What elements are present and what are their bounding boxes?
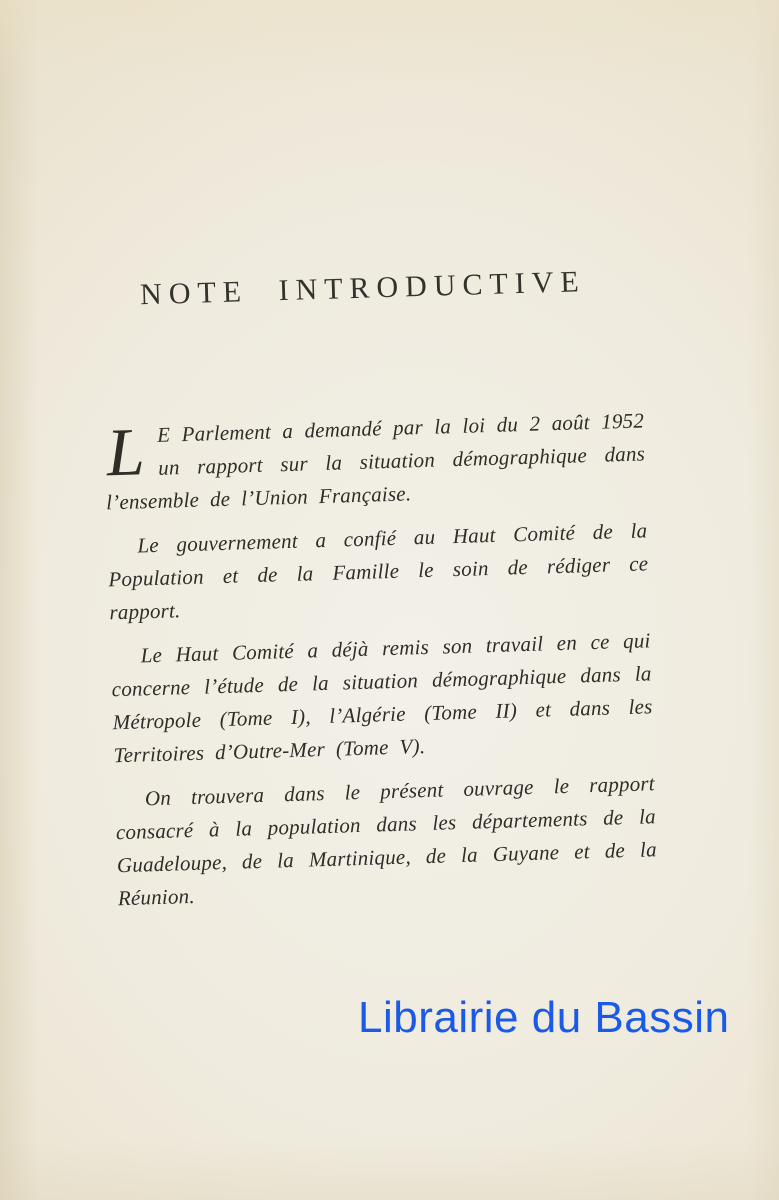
paragraph-haut-comite: Le Haut Comité a déjà remis son travail en ce qui concerne l’étude de la situation démographique dans la Métropole (Tome I), l’Algérie (Tome II) et dans les Territoires d’Outre-Mer (Tome V). [111, 628, 653, 768]
paragraph-intro [104, 404, 647, 519]
watermark-text: Librairie du Bassin [358, 993, 730, 1042]
page-title: NOTE INTRODUCTIVE [139, 265, 587, 312]
paragraph-government: Le gouvernement a confié au Haut Comité de la Population et de la Famille le soin de rédiger ce rapport. [108, 518, 649, 625]
paragraph-ouvrage: On trouvera dans le présent ouvrage le rapport consacré à la population dans les départements de la Guadeloupe, de la Martinique, de la Guyane et de la Réunion. [115, 771, 658, 911]
drop-cap: L [105, 413, 146, 491]
text-block [104, 404, 659, 926]
paragraph-intro-text: E Parlement a demandé par la loi du 2 août 1952 un rapport sur la situation démographique dans l’ensemble de l’Union Française. [105, 408, 646, 515]
